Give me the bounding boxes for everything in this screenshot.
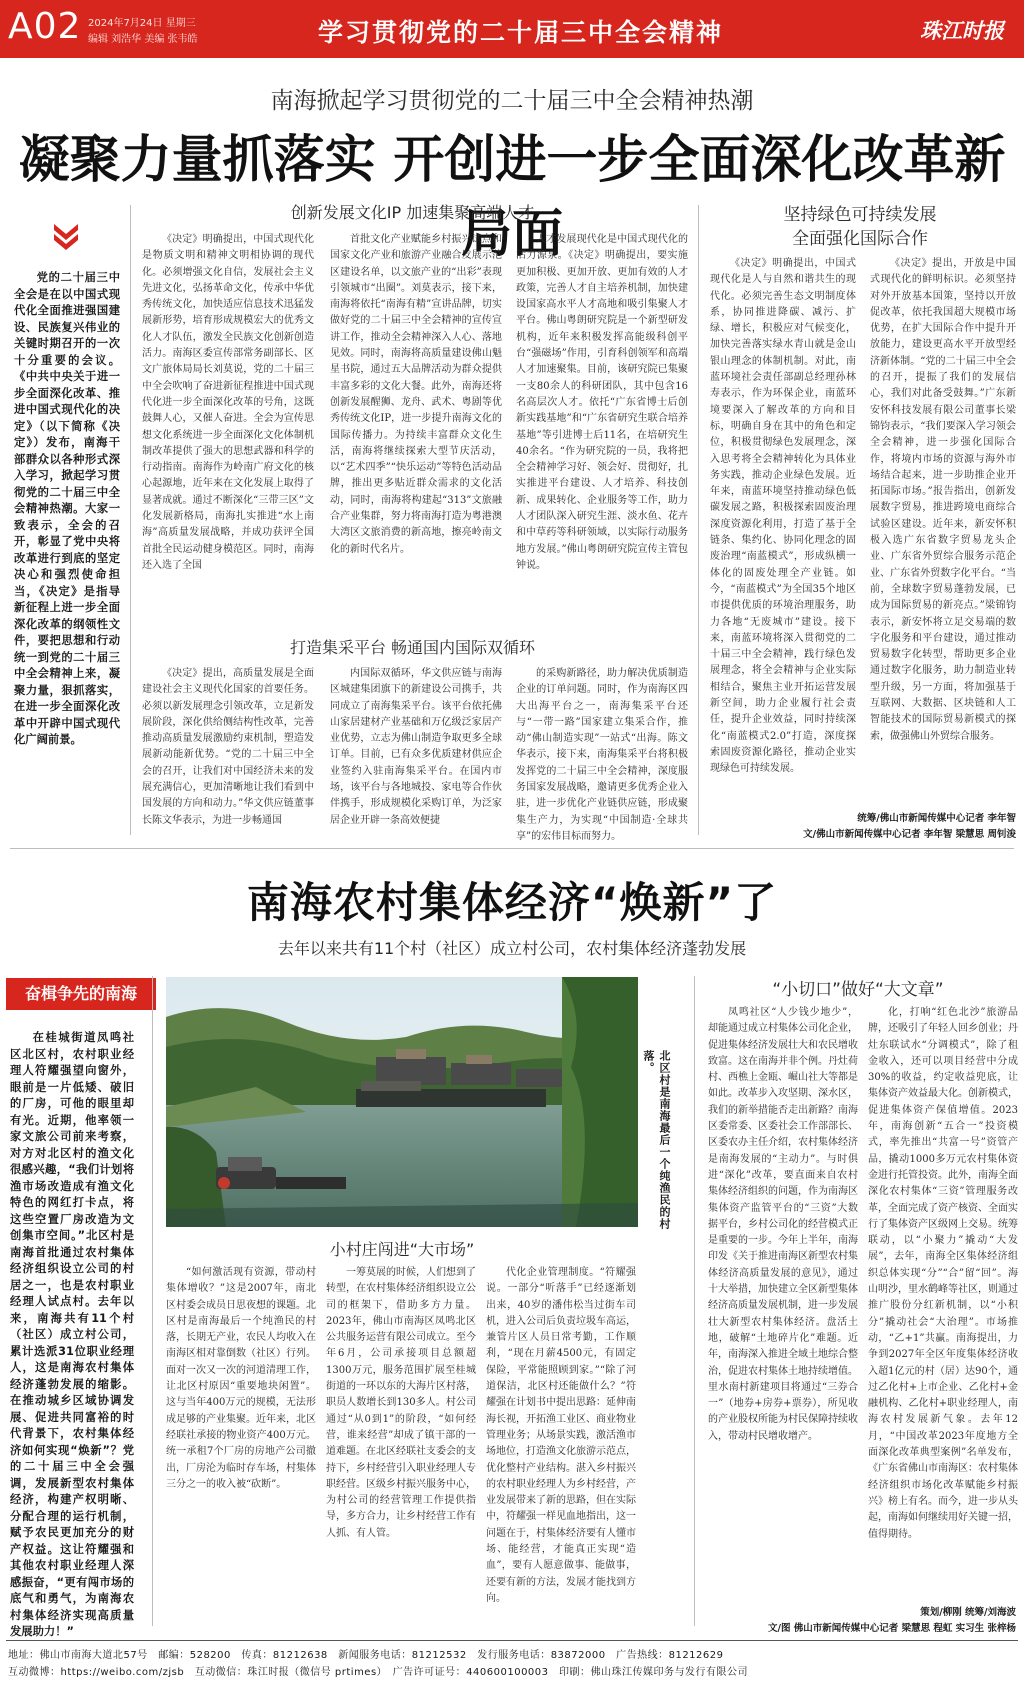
footer-rule: [6, 1640, 1018, 1641]
story1-lead: 党的二十届三中全会是在以中国式现代化全面推进强国建设、民族复兴伟业的关键时期召开的一次十分重要的会议。《中共中央关于进一步全面深化改革、推进中国式现代化的决定》（以下简称《决定》）发布，南海干部群众以各种形式深入学习，掀起学习贯彻党的二十届三中全会精神热潮。大家一致表示，全会的召开，彰显了党中央将改革进行到底的坚定决心和强烈使命担当，《决定》是指导新征程上进一步全面深化改革的纲领性文件，要把思想和行动统一到党的二十届三中全会精神上来，凝聚力量，狠抓落实，在进一步全面深化改革中开辟中国式现代化广阔前景。: [14, 271, 120, 746]
story2-subhead-market: 小村庄闯进“大市场”: [329, 1240, 475, 1259]
footer-contact: 地址：佛山市南海大道北57号 邮编：528200 传真：81212638 新闻服务电话：81212532 发行服务电话：83872000 广告热线：81212629: [8, 1650, 724, 1661]
story1-right-col: 《决定》明确提出，中国式现代化是人与自然和谐共生的现代化。必须完善生态文明制度体系，协同推进降碳、减污、扩绿、增长，积极应对气候变化，加快完善落实绿水青山就是金山银山理念的体制机制。对此，南蓝环境社会责任部副总经理孙林寿表示，作为环保企业，南蓝环境要深入了解改革的方向和目标，明确自身在其中的角色和定位，积极贯彻绿色发展理念，深入思考将全会精神转化为具体业务实践，推动企业绿色发展。近年来，南蓝环境坚持推动绿色低碳发展之路，积极探索固废治理深度资源化利用，打造了基于全链条、集约化、协同化理念的固废治理“南蓝模式”，形成纵横一体化的固废处理全产业链。如今，“南蓝模式”为全国35个地区市提供优质的环境治理服务，助力各地“无废城市”建设。接下来，南蓝环境将深入贯彻党的二十届三中全会精神，践行绿色发展理念，将全会精神与企业实际相结合，聚焦主业开拓运营发展新空间，助力企业履行社会责任，提升企业效益，同时持续深化“南蓝模式2.0”打造，深度探索固废资源化路径，推动企业实现绿色可持续发展。: [710, 258, 856, 775]
story1-right-title-2: 全面强化国际合作: [792, 229, 928, 249]
column-rule: [694, 976, 695, 1626]
story2-byline-2: 文/图 佛山市新闻传媒中心记者 梁慧思 程虹 实习生 张梓杨: [767, 1623, 1016, 1634]
river-photo: [166, 977, 638, 1227]
section-divider: [10, 848, 1014, 849]
paper-logo: 珠江时报: [920, 18, 1004, 43]
story2-right-col: 凤鸣社区“人少钱少地少”，却能通过成立村集体公司化企业，促进集体经济发展壮大和农民增收致富。这在南海并非个例。丹灶荷村、西樵上金瓯、崛山社大等都是如此。改革步入攻坚期、深水区，我们的新举措能否走出新路？南海区委常委、区委社会工作部部长、区委农办主任介绍，农村集体经济是南海发展的“主动力”。与时俱进“深化”改革，要直面来自农村集体经济组织的问题，作为南海区集体资产监管平台的“三资”大数据平台，乡村公司化的经营模式正是重要的一步。今年上半年，南海印发《关于推进南海区新型农村集体经济高质量发展的意见》，通过十大举措，加快建立全区新型集体经济高质量发展机制，进一步发展壮大新型农村集体经济。盘活土地，破解“土地碎片化”难题。近年，南海深入推进全域土地综合整治，促进农村集体土地持续增值。里水南村新建项目将通过“三券合一”（地券+房券+票券），所见收的产业股权所能为村民保障持续收入，带动村民增收增产。: [708, 1007, 858, 1442]
story1-byline-2: 文/佛山市新闻传媒中心记者 李年智 梁慧思 周钊浚: [803, 829, 1016, 840]
story1-col: 《决定》明确提出，中国式现代化是物质文明和精神文明相协调的现代化。必须增强文化自信，发展社会主义先进文化，弘扬革命文化，传承中华优秀传统文化，加快适应信息技术迅猛发展新形势，培育形成规模宏大的优秀文化人才队伍，激发全民族文化创新创造活力。南海区委宣传部常务副部长、区文广旅体局局长刘莫说，党的二十届三中全会吹响了奋进新征程推进中国式现代化进一步全面深化改革的号角，这既鼓舞人心，又催人奋进。全会为宣传思想文化系统进一步全面深化文化体制机制改革提供了强大的思想武器和科学的行动指南。南海作为岭南广府文化的核心起源地，近年来在文化发展上取得了显著成就。通过不断深化“三带三区”文化发展新格局，南海扎实推进“水上南海”高质量发展战略，并成功获评全国首批全民运动健身模范区。同时，南海还入选了全国: [142, 234, 314, 571]
story1-subhead-platform: 打造集采平台 畅通国内国际双循环: [289, 638, 536, 657]
story1-subhead-culture: 创新发展文化IP 加速集聚高端人才: [290, 203, 535, 222]
story1-right-col: 《决定》提出，开放是中国式现代化的鲜明标识。必须坚持对外开放基本国策，坚持以开放促改革，依托我国超大规模市场优势，在扩大国际合作中提升开放能力，建设更高水平开放型经济新体制。“党的二十届三中全会的召开，提振了我们的发展信心，我们对此备受鼓舞。”广东新安怀科技发展有限公司董事长梁锦钧表示，“我们要深入学习领会全会精神，进一步强化国际合作，将境内市场的资源与海外市场结合起来，进一步助推企业开拓国际市场。”报告指出，创新发展数字贸易，推进跨境电商综合试验区建设。近年来，新安怀积极入选广东省数字贸易龙头企业、广东省外贸综合服务示范企业、广东省外贸数字化平台。“当前，全球数字贸易蓬勃发展，已成为国际贸易的新亮点。”梁锦钧表示，新安怀将立足交易端的数字化服务和平台建设，通过推动贸易数字化转型，帮助更多企业通过数字化服务，助力制造业转型升级，另一方面，将加强基于互联网、大数据、区块链和人工智能技术的国际贸易新模式的探索，做强佛山外贸综合服务。: [870, 258, 1016, 742]
story2-col: 代化企业管理制度。“符耀强说。一部分“听落手”已经逐渐划出来，40岁的潘伟松当过街车司机，进入公司后负责垃圾车高运，兼管片区人员日常考勤，工作顺利，“现在月薪4500元，有固定保险，平常能照顾到家。”“除了河道保洁，北区村还能做什么？”符耀强在计划书中提出思路：延伸南海长视，开拓渔工业区、商业物业管理业务；从场景实践，激活渔市场地位，打造渔文化旅游示范点，优化整村产业结构。湛入乡村振兴的农村职业经理人为乡村经营，产业发展带来了新的思路，但在实际中，符耀强一样见血地指出，这一问题在于，村集体经济要有人懂市场、能经营，才能真正实现“造血”，要有人愿意做事、能做事，还要有新的方法，发展才能找到方向。: [486, 1267, 636, 1604]
editors-line: 编辑 刘浩华 美编 张韦皓: [88, 34, 198, 45]
story2-subtitle: 去年以来共有11个村（社区）成立村公司，农村集体经济蓬勃发展: [277, 939, 747, 958]
column-rule: [698, 205, 699, 835]
issue-date: 2024年7月24日 星期三: [88, 18, 196, 29]
page-code: A02: [8, 6, 82, 47]
story1-col: 人才发展现代化是中国式现代化的活力源泉。《决定》明确提出，要实施更加积极、更加开放、更加有效的人才政策，完善人才自主培养机制，加快建设国家高水平人才高地和吸引集聚人才平台。佛山粤朗研究院是一个新型研发机构，近年来积极发挥高能级科创平台“强磁场”作用，引育科创领军和高端人才加速聚集。目前，该研究院已集聚一支80余人的科研团队，其中包含16名高层次人才。依托“广东省博士后创新实践基地”和“广东省研究生联合培养基地”等引进博士后11名，在培研究生40余名。“作为研究院的一员，我将把全会精神学习好、领会好、贯彻好，扎实推进平台建设、人才培养、科技创新、成果转化、企业服务等工作，助力人才团队深入研究生涯、淡水鱼、花卉和中草药等科研领域，以实际行动服务地方发展。”佛山粤朗研究院宣传主管包钟说。: [516, 234, 688, 571]
story2-lead: 在桂城街道凤鸣社区北区村，农村职业经理人符耀强望向窗外，眼前是一片低矮、破旧的厂房，可他的眼里却有光。近期，他率领一家文旅公司前来考察，对方对北区村的渔文化很感兴趣，“我们计划将渔市场改造成有渔文化特色的网红打卡点，将这些空置厂房改造为文创集市空间。”北区村是南海首批通过农村集体经济组织设立公司的村居之一，也是农村职业经理人试点村。去年以来，南海共有11个村（社区）成立村公司，累计选派31位职业经理人，这是南海农村集体经济蓬勃发展的缩影。在推动城乡区域协调发展、促进共同富裕的时代背景下，农村集体经济如何实现“焕新”？党的二十届三中全会强调，发展新型农村集体经济，构建产权明晰、分配合理的运行机制，赋予农民更加充分的财产权益。这让符耀强和其他农村职业经理人深感振奋，“更有闯市场的底气和勇气，为南海农村集体经济实现高质量发展助力！”: [10, 1031, 134, 1638]
story2-col: 一筹莫展的时候，人们想到了转型，在农村集体经济组织设立公司的框架下，借助多方力量。2023年，佛山市南海区凤鸣北区公共服务运营有限公司成立。至今年6月，公司承接项目总额超1300万元，服务范围扩展至桂城街道的一环以东的大海片区村落，职员人数增长到130多人。村公司通过“从0到1”的阶段，“如何经营，谁来经营”却成了镇干部的一道难题。在北区经联社支委会的支持下，乡村经营引入职业经理人专职经营。区级乡村振兴服务中心，为村公司的经营管理工作提供指导，多方合力，让乡村经营工作有人抓、有人管。: [326, 1267, 476, 1539]
story1-col: 首批文化产业赋能乡村振兴试点和国家文化产业和旅游产业融合发展示范区建设名单，以文旅产业的“出彩”表现引领城市“出圈”。刘莫表示，接下来，南海将依托“南海有精”宣讲品牌，切实做好党的二十届三中全会精神的宣传宣讲工作，推动全会精神深入人心、落地见效。同时，南海将高质量建设佛山魁星书院，通过五大品牌活动为群众提供丰富多彩的文化大餐。此外，南海还将创新发展醒狮、龙舟、武术、粤剧等优秀传统文化IP，进一步提升南海文化的国际传播力。为持续丰富群众文化生活，南海将继续探索大型节庆活动，以“艺术四季”“快乐运动”等特色活动品牌，推出更多贴近群众需求的文化活动，同时，南海将构建起“313”文旅融合产业集群，努力将南海打造为粤港澳大湾区文旅消费的新高地，擦亮岭南文化的新时代名片。: [330, 234, 502, 555]
story1-headline: 凝聚力量抓落实 开创进一步全面深化改革新局面: [18, 131, 1006, 264]
double-chevron-icon: [50, 220, 82, 252]
story2-subhead-article: “小切口”做好“大文章”: [772, 980, 944, 1000]
section-banner: 学习贯彻党的二十届三中全会精神: [318, 18, 724, 47]
story1-col: 的采购新路径，助力解决优质制造企业的订单问题。同时，作为南海区四大出海平台之一，南海集采平台还与“一带一路”国家建立集采合作，推动“佛山制造实现”一站式“出海。陈文华表示，接下来，南海集采平台将积极发挥党的二十届三中全会精神，深度服务国家发展战略，邀请更多优秀企业入驻，进一步优化产业链供应链，形成聚集生产力，为实现“中国制造·全球共享”的宏伟目标而努力。: [516, 668, 688, 842]
column-rule: [130, 205, 131, 835]
story2-right-col: 化，打响“红色北沙”旅游品牌，还吸引了年轻人回乡创业；丹灶东联试水“分调模式”，除了租金收入，还可以项目经营中分成30%的收益，约定收益兜底，让集体资产效益最大化。创新模式，促进集体资产保值增值。2023年，南海创新“五合一”投资模式，率先推出“共富一号”资管产品，撬动1000多万元农村集体资金进行托管投资。此外，南海全面深化农村集体“三资”管理服务改革，全面完成了资产核资、全面实行了集体资产区级网上交易。统筹联动，以“小聚力”撬动“大发展”，去年，南海全区集体经济组织总体实现“分”“合”留“回”。海山明沙，里水鹤峰等社区，则通过推广股份分红新机制，以“小积分”撬动社会“大治理”。市场推动，“乙+1”共赢。南海提出，力争到2027年全区年度集体经济收入超1亿元的村（居）达90个，通过乙化村+上市企业、乙化村+金融机构、乙化村+职业经理人，南海农村发展新气象。去年12月，“中国改革2023年度地方全面深化改革典型案例”名单发布，《广东省佛山市南海区：农村集体经济组织市场化改革赋能乡村振兴》榜上有名。而今，进一步从头起，南海如何继续用好关键一招，值得期待。: [868, 1007, 1018, 1540]
footer-license: 互动微博：https://weibo.com/zjsb 互动微信：珠江时报（微信号 prtimes） 广告许可证号：440600100003 印刷：佛山珠江传媒印务与发行有限公司: [8, 1667, 749, 1678]
story1-col: 内国际双循环，华文供应链与南海区城建集团旗下的新建设公司携手，共同成立了南海集采平台。该平台依托佛山家居建材产业基础和万亿级泛家居产业优势，立志为佛山制造争取更多全球订单。目前，已有众多优质建材供应企业签约入驻南海集采平台。在国内市场，该平台与各地城投、家电等合作伙伴携手，形成规模化采购订单，为泛家居企业开辟一条高效便捷: [330, 668, 502, 826]
story2-headline: 南海农村集体经济“焕新”了: [246, 878, 778, 927]
story1-byline-1: 统筹/佛山市新闻传媒中心记者 李年智: [857, 813, 1016, 824]
section-tag: 奋楫争先的南海: [6, 978, 156, 1010]
photo-caption: 北区村是南海最后一个纯渔民的村落。: [642, 1050, 671, 1230]
story1-kicker: 南海掀起学习贯彻党的二十届三中全会精神热潮: [270, 88, 754, 114]
story1-right-title-1: 坚持绿色可持续发展: [783, 205, 937, 225]
story2-byline-1: 策划/柳刚 统筹/刘海波: [920, 1607, 1016, 1618]
column-rule: [152, 976, 153, 1626]
story1-col: 《决定》提出，高质量发展是全面建设社会主义现代化国家的首要任务。必须以新发展理念引领改革，立足新发展阶段，深化供给侧结构性改革，完善推动高质量发展激励约束机制，塑造发展新动能新优势。“党的二十届三中全会的召开，让我们对中国经济未来的发展充满信心，更加清晰地让我们看到中国发展的方向和动力。”华文供应链董事长陈文华表示，为进一步畅通国: [142, 668, 314, 826]
story2-col: “如何激活现有资源，带动村集体增收？”这是2007年，南北区村委会成员日思夜想的课题。北区村是南海最后一个纯渔民的村落，长期无产业，农民人均收入在南海区相对靠倒数（社区）行列。面对一次又一次的河道清理工作，让北区村原因“重要地块闲置”。这与当年400万元的规模，无法形成足够的产业集聚。近年来，北区经联社承接的物业资产400万元。统一承租7个厂房的房地产公司撤出，厂房沦为临时存车场，村集体三分之一的收入被“砍断”。: [166, 1267, 316, 1490]
